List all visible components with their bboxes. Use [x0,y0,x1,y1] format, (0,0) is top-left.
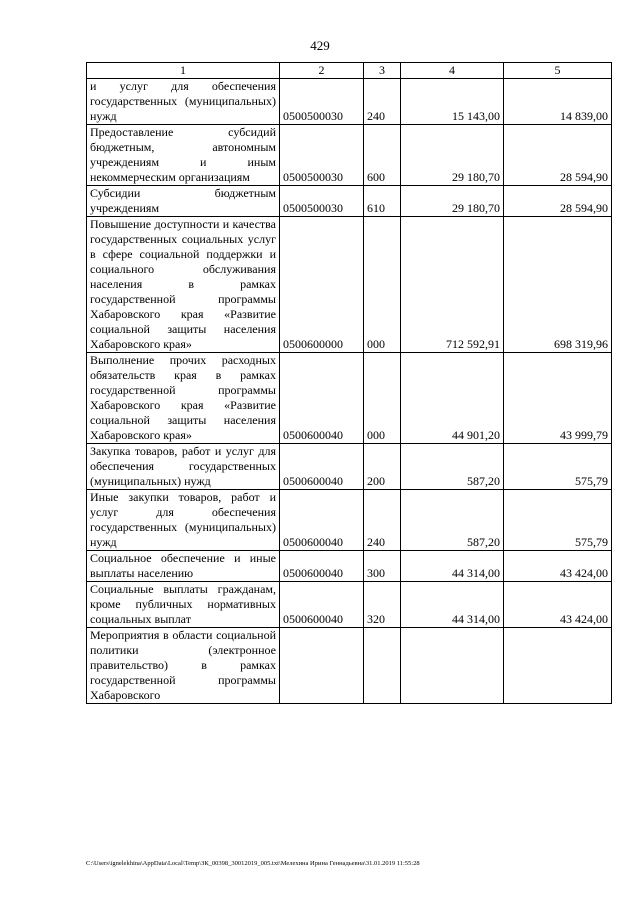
row-expense-kind: 240 [364,79,401,125]
row-value-2020: 28 594,90 [504,186,612,217]
row-name: Повышение доступности и качества государственных социальных услуг в сфере социальной поддержки и социального обслуживания населения в рамках государственной программы Хабаровского края «Развитие социальной защиты населения Хабаровского края» [87,217,280,353]
column-header-1: 1 [87,63,280,79]
row-expense-kind: 610 [364,186,401,217]
row-target-code: 0500600040 [280,353,364,444]
row-value-2020: 575,79 [504,444,612,490]
row-target-code: 0500500030 [280,186,364,217]
table-row [87,490,612,551]
table-row [87,125,612,186]
row-value-2020: 575,79 [504,490,612,551]
row-value-2020: 698 319,96 [504,217,612,353]
row-value-2019: 44 314,00 [401,582,504,628]
row-value-2020: 28 594,90 [504,125,612,186]
column-header-2: 2 [280,63,364,79]
row-value-2019: 15 143,00 [401,79,504,125]
row-name: Мероприятия в области социальной политики (электронное правительство) в рамках государственной программы Хабаровского [87,628,280,704]
row-target-code: 0500600000 [280,217,364,353]
row-value-2019: 712 592,91 [401,217,504,353]
column-header-3: 3 [364,63,401,79]
row-value-2019: 587,20 [401,490,504,551]
row-value-2020 [504,628,612,704]
column-header-5: 5 [504,63,612,79]
row-target-code: 0500500030 [280,125,364,186]
header-row [87,63,612,79]
row-expense-kind: 000 [364,353,401,444]
row-name: и услуг для обеспечения государственных (муниципальных) нужд [87,79,280,125]
table-row [87,628,612,704]
table-row [87,217,612,353]
row-value-2019: 44 901,20 [401,353,504,444]
row-expense-kind: 240 [364,490,401,551]
row-name: Социальное обеспечение и иные выплаты населению [87,551,280,582]
row-target-code: 0500600040 [280,551,364,582]
row-name: Социальные выплаты гражданам, кроме публичных нормативных социальных выплат [87,582,280,628]
row-value-2019: 587,20 [401,444,504,490]
row-target-code: 0500600040 [280,582,364,628]
row-target-code: 0500600040 [280,444,364,490]
table-row [87,353,612,444]
row-name: Закупка товаров, работ и услуг для обеспечения государственных (муниципальных) нужд [87,444,280,490]
page-number: 429 [310,38,330,53]
row-expense-kind: 300 [364,551,401,582]
row-expense-kind: 200 [364,444,401,490]
row-expense-kind: 320 [364,582,401,628]
row-expense-kind: 600 [364,125,401,186]
row-value-2020: 43 999,79 [504,353,612,444]
table-row [87,186,612,217]
row-name: Субсидии бюджетным учреждениям [87,186,280,217]
row-name: Предоставление субсидий бюджетным, автономным учреждениям и иным некоммерческим организациям [87,125,280,186]
row-value-2019: 29 180,70 [401,125,504,186]
table-row [87,444,612,490]
file-path-footer: C:\Users\ignelekhina\AppData\Local\Temp\ЗК_00398_30012019_005.txt\Мелехина Ирина Геннадьевна\31.01.2019 11:55:28 [86,860,420,867]
row-value-2020: 14 839,00 [504,79,612,125]
row-value-2019: 44 314,00 [401,551,504,582]
row-expense-kind: 000 [364,217,401,353]
budget-table [86,62,612,704]
row-name: Иные закупки товаров, работ и услуг для обеспечения государственных (муниципальных) нужд [87,490,280,551]
row-target-code: 0500500030 [280,79,364,125]
row-value-2019: 29 180,70 [401,186,504,217]
row-target-code: 0500600040 [280,490,364,551]
table-row [87,582,612,628]
row-name: Выполнение прочих расходных обязательств края в рамках государственной программы Хабаровского края «Развитие социальной защиты населения Хабаровского края» [87,353,280,444]
row-expense-kind [364,628,401,704]
table-row [87,79,612,125]
row-value-2020: 43 424,00 [504,551,612,582]
column-header-4: 4 [401,63,504,79]
row-value-2019 [401,628,504,704]
row-value-2020: 43 424,00 [504,582,612,628]
table-row [87,551,612,582]
row-target-code [280,628,364,704]
